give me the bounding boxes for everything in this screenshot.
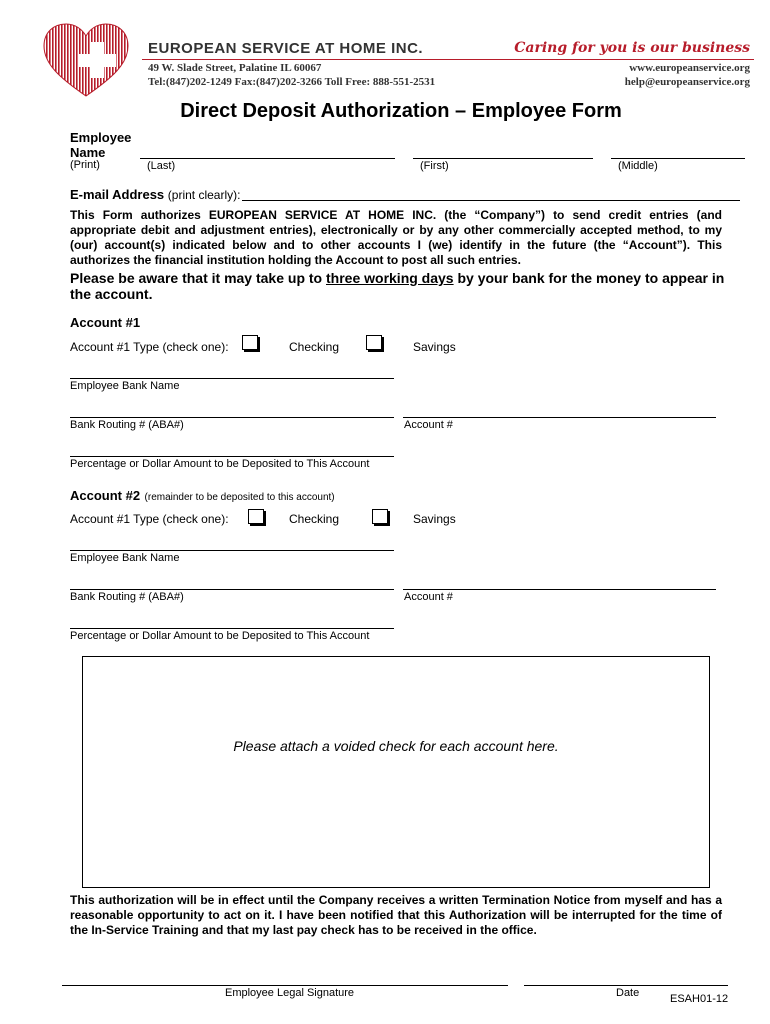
account2-bank-name-label: Employee Bank Name <box>70 552 180 564</box>
account1-account-label: Account # <box>404 419 453 431</box>
date-field[interactable] <box>524 985 728 986</box>
employee-name-label-1: Employee <box>70 130 132 145</box>
account1-amount-label: Percentage or Dollar Amount to be Deposited to This Account <box>70 458 370 470</box>
account1-type-label: Account #1 Type (check one): <box>70 340 229 354</box>
account1-heading: Account #1 <box>70 315 141 330</box>
account1-routing-field[interactable] <box>70 417 394 418</box>
account2-checking-label: Checking <box>289 512 340 526</box>
signature-field[interactable] <box>62 985 508 986</box>
voided-check-area <box>82 656 710 888</box>
account2-account-field[interactable] <box>403 589 716 590</box>
form-code: ESAH01-12 <box>670 993 729 1005</box>
page-title: Direct Deposit Authorization – Employee Form <box>180 100 622 122</box>
signature-label: Employee Legal Signature <box>225 987 355 999</box>
notice-emphasis: three working days <box>326 270 454 286</box>
first-name-field[interactable] <box>413 158 593 159</box>
closing-text: This authorization will be in effect until the Company receives a written Termination Notice from myself and has a reasonable opportunity to act on it. I have been notified that this Authorization will be interrupted for the time of the In-Service Training and that my last pay check has to be received in the office. <box>70 893 722 937</box>
email-field[interactable] <box>242 200 740 201</box>
notice-before: Please be aware that it may take up to <box>70 270 326 286</box>
account1-amount-field[interactable] <box>70 456 394 457</box>
date-label: Date <box>616 987 640 999</box>
company-tagline: Caring for you is our business <box>514 40 750 56</box>
account2-account-label: Account # <box>404 591 453 603</box>
email-hint: (print clearly): <box>167 188 241 202</box>
account1-savings-label: Savings <box>413 340 456 354</box>
voided-check-instructions: Please attach a voided check for each account here. <box>233 738 559 754</box>
account1-checking-checkbox[interactable] <box>242 335 258 350</box>
account2-heading: Account #2 <box>70 488 141 503</box>
header-divider <box>142 59 754 60</box>
last-name-field[interactable] <box>140 158 395 159</box>
last-name-label: (Last) <box>147 160 176 172</box>
company-logo <box>40 20 132 100</box>
company-phone: Tel:(847)202-1249 Fax:(847)202-3266 Toll Free: 888-551-2531 <box>148 76 436 88</box>
account1-account-field[interactable] <box>403 417 716 418</box>
print-label: (Print) <box>70 159 100 171</box>
account2-routing-label: Bank Routing # (ABA#) <box>70 591 184 603</box>
account2-savings-label: Savings <box>413 512 456 526</box>
account2-savings-checkbox[interactable] <box>372 509 388 524</box>
account2-type-label: Account #1 Type (check one): <box>70 512 229 526</box>
notice-text <box>70 270 730 302</box>
email-label-row <box>70 187 240 202</box>
account1-savings-checkbox[interactable] <box>366 335 382 350</box>
account1-routing-label: Bank Routing # (ABA#) <box>70 419 184 431</box>
middle-name-field[interactable] <box>611 158 745 159</box>
middle-name-label: (Middle) <box>618 160 658 172</box>
account2-amount-field[interactable] <box>70 628 394 629</box>
notice-after: by your bank for the money to appear in the account. <box>70 270 725 302</box>
account2-routing-field[interactable] <box>70 589 394 590</box>
account2-heading-row <box>70 487 335 505</box>
employee-name-label-2: Name <box>70 145 106 160</box>
authorization-text: This Form authorizes EUROPEAN SERVICE AT HOME INC. (the “Company”) to send credit entries (and appropriate debit and adjustment entries), electronically or by any other commercially accepted method, to my (our) account(s) indicated below and to other accounts I (we) identify in the future (the “Account”). This authorizes the financial institution holding the Account to post all such entries. <box>70 208 722 267</box>
account1-bank-name-label: Employee Bank Name <box>70 380 180 392</box>
account1-bank-name-field[interactable] <box>70 378 394 379</box>
account2-bank-name-field[interactable] <box>70 550 394 551</box>
account2-amount-label: Percentage or Dollar Amount to be Deposited to This Account <box>70 630 370 642</box>
account2-checking-checkbox[interactable] <box>248 509 264 524</box>
company-website: www.europeanservice.org <box>629 62 750 74</box>
account2-heading-note: (remainder to be deposited to this account) <box>144 492 335 503</box>
company-name: EUROPEAN SERVICE AT HOME INC. <box>148 40 424 57</box>
account1-checking-label: Checking <box>289 340 340 354</box>
company-email: help@europeanservice.org <box>624 76 750 88</box>
first-name-label: (First) <box>420 160 449 172</box>
email-label: E-mail Address <box>70 187 165 202</box>
company-address: 49 W. Slade Street, Palatine IL 60067 <box>148 62 322 74</box>
